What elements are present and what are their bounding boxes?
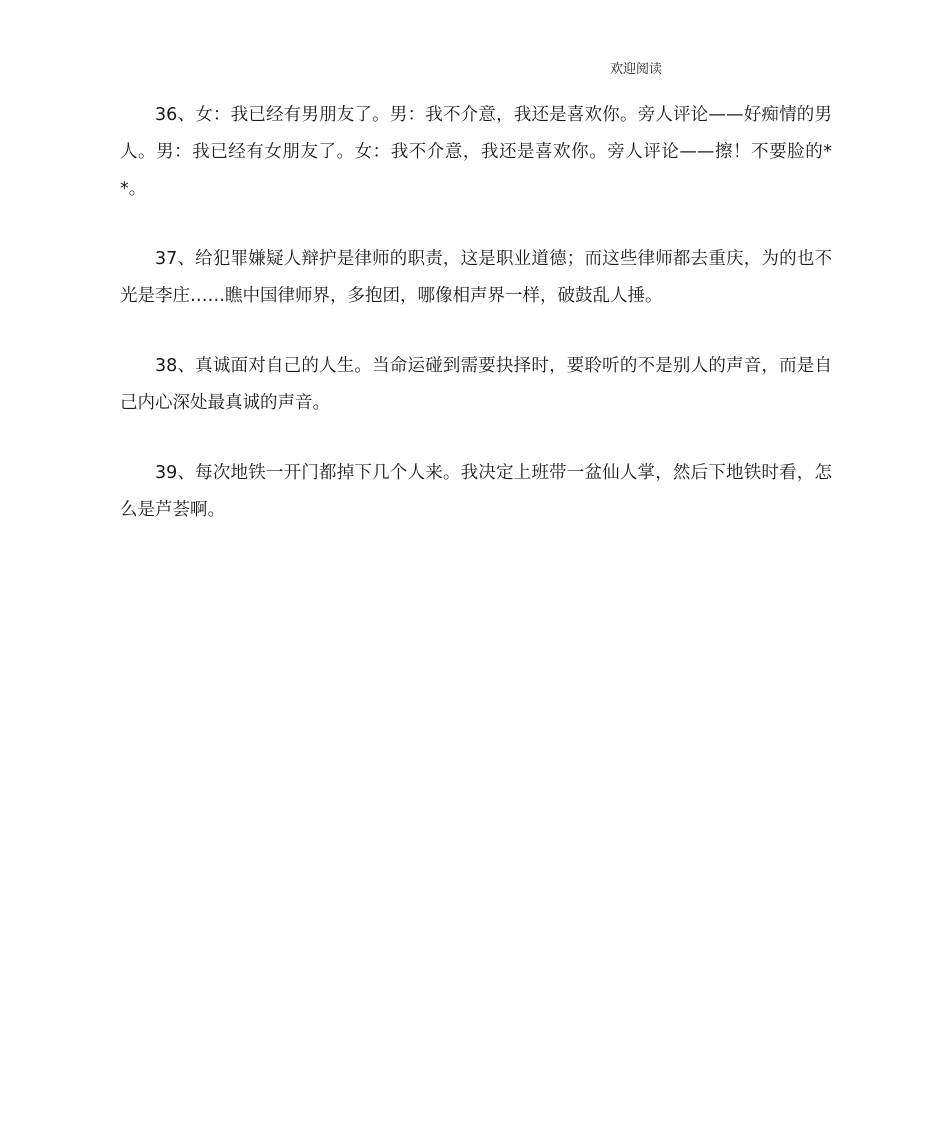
paragraph-39: 39、每次地铁一开门都掉下几个人来。我决定上班带一盆仙人掌，然后下地铁时看，怎么是芦荟啊。 — [120, 463, 832, 520]
document-body — [120, 97, 832, 562]
paragraph-36: 36、女：我已经有男朋友了。男：我不介意，我还是喜欢你。旁人评论——好痴情的男人。男：我已经有女朋友了。女：我不介意，我还是喜欢你。旁人评论——擦！不要脸的**。 — [120, 105, 832, 199]
paragraph-38: 38、真诚面对自己的人生。当命运碰到需要抉择时，要聆听的不是别人的声音，而是自己内心深处最真诚的声音。 — [120, 356, 832, 413]
page-header: 欢迎阅读 — [610, 62, 663, 77]
paragraph-37: 37、给犯罪嫌疑人辩护是律师的职责，这是职业道德；而这些律师都去重庆，为的也不光是李庄……瞧中国律师界，多抱团，哪像相声界一样，破鼓乱人捶。 — [120, 249, 832, 306]
